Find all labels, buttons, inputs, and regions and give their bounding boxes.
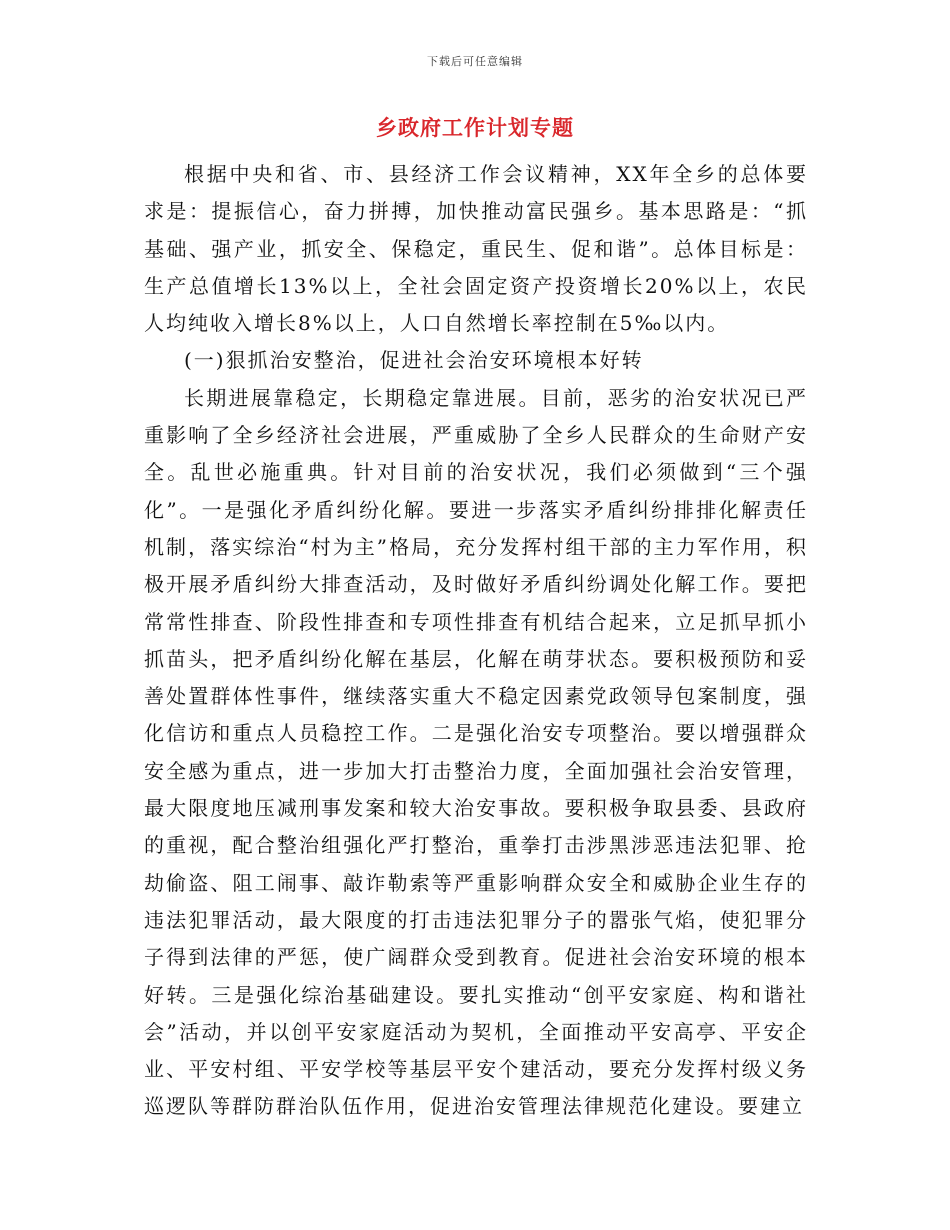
paragraph-intro: 根据中央和省、市、县经济工作会议精神，XX年全乡的总体要求是：提振信心，奋力拼搏，加快推动富民强乡。基本思路是：“抓基础、强产业，抓安全、保稳定，重民生、促和谐”。总体目标是：生产总值增长13%以上，全社会固定资产投资增长20%以上，农民人均纯收入增长8%以上，人口自然增长率控制在5‰以内。 [144, 162, 808, 336]
header-note: 下载后可任意编辑 [427, 55, 523, 68]
document-title: 乡政府工作计划专题 [376, 115, 574, 140]
paragraph-section-1: 长期进展靠稳定，长期稳定靠进展。目前，恶劣的治安状况已严重影响了全乡经济社会进展，严重威胁了全乡人民群众的生命财产安全。乱世必施重典。针对目前的治安状况，我们必须做到“三个强化”。一是强化矛盾纠纷化解。要进一步落实矛盾纠纷排排化解责任机制，落实综治“村为主”格局，充分发挥村组干部的主力军作用，积极开展矛盾纠纷大排查活动，及时做好矛盾纠纷调处化解工作。要把常常性排查、阶段性排查和专项性排查有机结合起来，立足抓早抓小抓苗头，把矛盾纠纷化解在基层，化解在萌芽状态。要积极预防和妥善处置群体性事件，继续落实重大不稳定因素党政领导包案制度，强化信访和重点人员稳控工作。二是强化治安专项整治。要以增强群众安全感为重点，进一步加大打击整治力度，全面加强社会治安管理，最大限度地压减刑事发案和较大治安事故。要积极争取县委、县政府的重视，配合整治组强化严打整治，重拳打击涉黑涉恶违法犯罪、抢劫偷盗、阻工闹事、敲诈勒索等严重影响群众安全和威胁企业生存的违法犯罪活动，最大限度的打击违法犯罪分子的嚣张气焰，使犯罪分子得到法律的严惩，使广阔群众受到教育。促进社会治安环境的根本好转。三是强化综治基础建设。要扎实推动“创平安家庭、构和谐社会”活动，并以创平安家庭活动为契机，全面推动平安高亭、平安企业、平安村组、平安学校等基层平安个建活动，要充分发挥村级义务巡逻队等群防群治队伍作用，促进治安管理法律规范化建设。要建立 [144, 385, 808, 1119]
document-body [144, 156, 808, 1126]
section-heading-1: (一)狠抓治安整治，促进社会治安环境根本好转 [184, 348, 644, 373]
